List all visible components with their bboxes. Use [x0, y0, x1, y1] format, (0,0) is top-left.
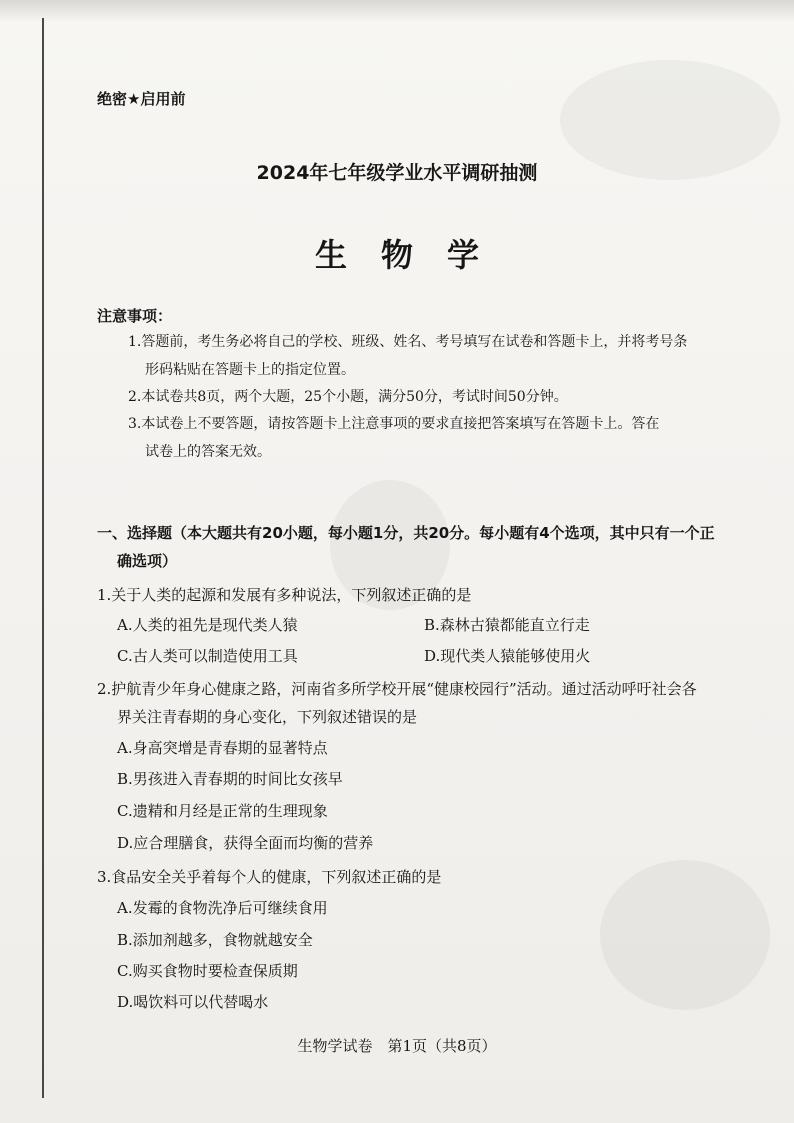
question-option: C.古人类可以制造使用工具	[117, 647, 298, 665]
question-stem-line: 界关注青春期的身心变化，下列叙述错误的是	[117, 708, 418, 726]
question-option: B.添加剂越多，食物就越安全	[117, 931, 313, 949]
note-line: 3.本试卷上不要答题，请按答题卡上注意事项的要求直接把答案填写在答题卡上。答在	[128, 416, 660, 432]
question-stem-line: 2.护航青少年身心健康之路，河南省多所学校开展“健康校园行”活动。通过活动呼吁社会各	[97, 680, 697, 698]
note-line: 形码粘贴在答题卡上的指定位置。	[145, 362, 355, 378]
exam-title: 2024年七年级学业水平调研抽测	[256, 162, 538, 184]
question-option: D.应合理膳食，获得全面而均衡的营养	[117, 834, 374, 852]
question-option: C.购买食物时要检查保质期	[117, 962, 298, 980]
note-line: 1.答题前，考生务必将自己的学校、班级、姓名、考号填写在试卷和答题卡上，并将考号条	[128, 334, 688, 350]
question-option: B.男孩进入青春期的时间比女孩早	[117, 770, 343, 788]
section-line: 确选项）	[117, 552, 178, 570]
note-line: 2.本试卷共8页，两个大题，25个小题，满分50分，考试时间50分钟。	[128, 389, 568, 405]
question-option: C.遗精和月经是正常的生理现象	[117, 802, 328, 820]
question-stem-line: 1.关于人类的起源和发展有多种说法，下列叙述正确的是	[97, 586, 472, 604]
question-option: A.人类的祖先是现代类人猿	[117, 616, 298, 634]
section-heading	[97, 519, 727, 575]
confidential-mark: 绝密★启用前	[97, 90, 186, 108]
note-item	[128, 328, 728, 384]
subject-title: 生物学	[314, 236, 513, 274]
question-option: D.现代类人猿能够使用火	[424, 647, 591, 665]
page-footer: 生物学试卷 第1页（共8页）	[297, 1037, 497, 1055]
section-line: 一、选择题（本大题共有20小题，每小题1分，共20分。每小题有4个选项，其中只有一个正	[97, 524, 715, 542]
scan-shadow	[0, 0, 794, 22]
note-item	[128, 383, 728, 411]
question-stem	[97, 675, 727, 731]
question-stem	[97, 581, 727, 609]
question-stem-line: 3.食品安全关乎着每个人的健康，下列叙述正确的是	[97, 868, 442, 886]
question-option: B.森林古猿都能直立行走	[424, 616, 590, 634]
note-line: 试卷上的答案无效。	[145, 444, 271, 460]
note-item	[128, 410, 728, 466]
question-stem	[97, 863, 727, 891]
question-option: D.喝饮料可以代替喝水	[117, 993, 269, 1011]
question-option: A.身高突增是青春期的显著特点	[117, 739, 328, 757]
question-option: A.发霉的食物洗净后可继续食用	[117, 899, 328, 917]
notes-heading: 注意事项：	[97, 307, 173, 325]
